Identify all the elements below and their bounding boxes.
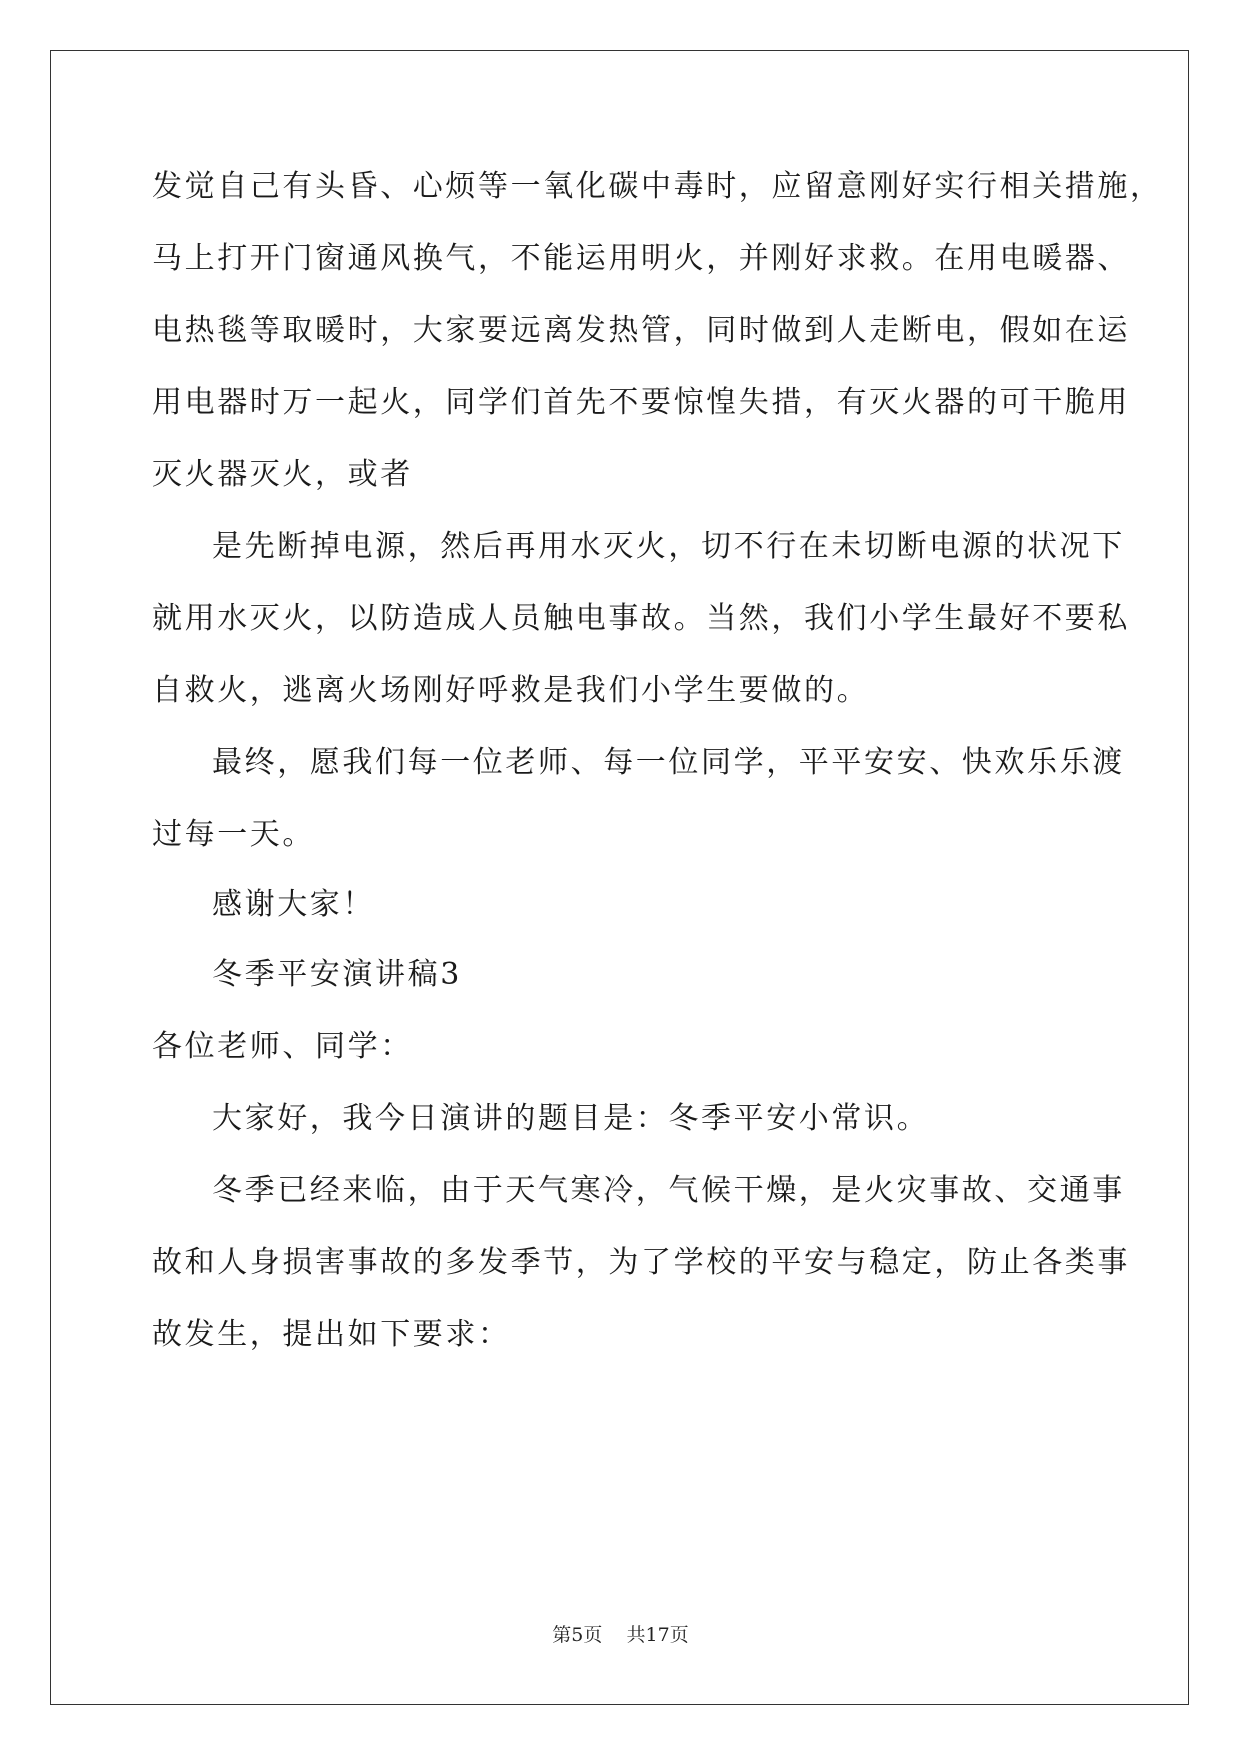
paragraph-start-line: 大家好，我今日演讲的题目是：冬季平安小常识。 [212, 1101, 930, 1136]
text-line: 马上打开门窗通风换气，不能运用明火，并刚好求救。在用电暖器、 [152, 241, 1130, 276]
section-title: 冬季平安演讲稿3 [212, 957, 462, 992]
paragraph-start-line: 冬季已经来临，由于天气寒冷，气候干燥，是火灾事故、交通事 [212, 1173, 1125, 1208]
salutation: 各位老师、同学： [152, 1029, 413, 1064]
closing-line: 感谢大家！ [212, 887, 375, 922]
page-footer [0, 1622, 1241, 1648]
text-line: 灭火器灭火，或者 [152, 457, 413, 492]
text-line: 电热毯等取暖时，大家要远离发热管，同时做到人走断电，假如在运 [152, 313, 1130, 348]
text-line: 自救火，逃离火场刚好呼救是我们小学生要做的。 [152, 673, 870, 708]
page-border [50, 50, 1189, 1705]
text-line: 故发生，提出如下要求： [152, 1317, 511, 1352]
text-line: 就用水灭火，以防造成人员触电事故。当然，我们小学生最好不要私 [152, 601, 1130, 636]
text-line: 用电器时万一起火，同学们首先不要惊惶失措，有灭火器的可干脆用 [152, 385, 1130, 420]
text-line: 过每一天。 [152, 817, 315, 852]
text-line: 发觉自己有头昏、心烦等一氧化碳中毒时，应留意刚好实行相关措施， [152, 169, 1163, 204]
page-total: 共17页 [626, 1624, 689, 1646]
paragraph-start-line: 最终，愿我们每一位老师、每一位同学，平平安安、快欢乐乐渡 [212, 745, 1125, 780]
page-number: 第5页 [552, 1624, 603, 1646]
paragraph-start-line: 是先断掉电源，然后再用水灭火，切不行在未切断电源的状况下 [212, 529, 1125, 564]
text-line: 故和人身损害事故的多发季节，为了学校的平安与稳定，防止各类事 [152, 1245, 1130, 1280]
